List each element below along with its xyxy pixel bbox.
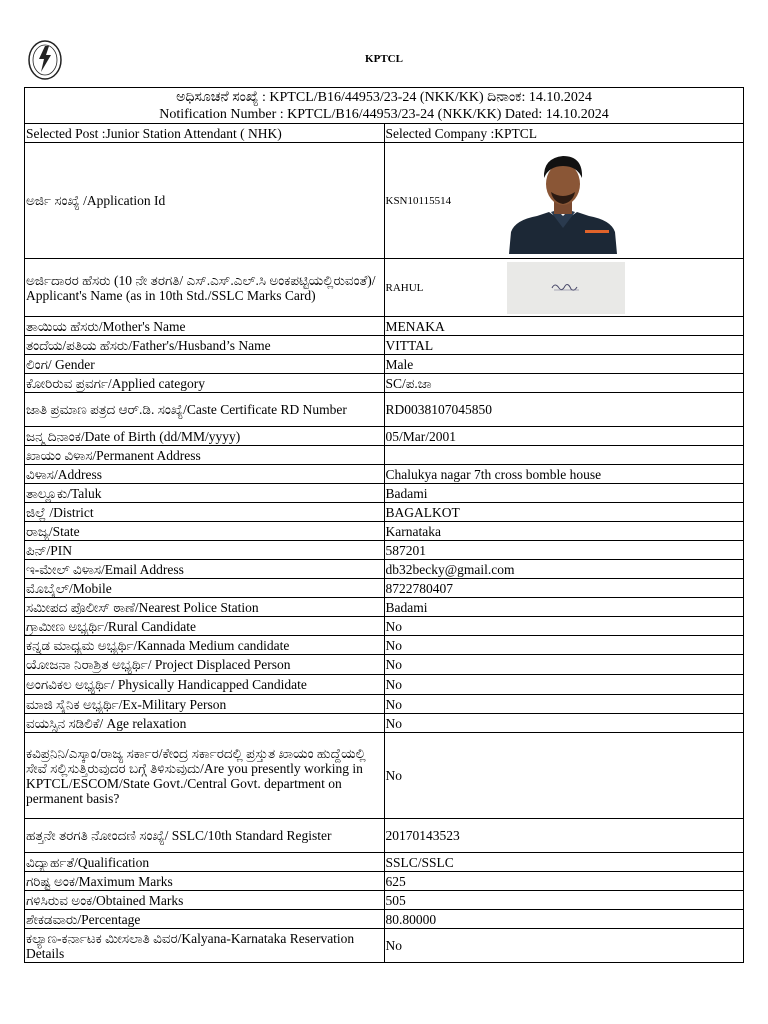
detail-row (25, 872, 744, 891)
field-label: ಮೊಬೈಲ್/Mobile (25, 579, 385, 598)
field-value: Male (384, 355, 744, 374)
field-value: 20170143523 (384, 819, 744, 853)
notification-line-kannada: ಅಧಿಸೂಚನೆ ಸಂಖ್ಯೆ : KPTCL/B16/44953/23-24 (NKK/KK) ದಿನಾಂಕ: 14.10.2024 (176, 89, 592, 105)
field-label: ವಿಳಾಸ/Address (25, 465, 385, 484)
detail-row (25, 355, 744, 374)
field-value (384, 446, 744, 465)
field-value: BAGALKOT (384, 503, 744, 522)
detail-row (25, 336, 744, 355)
detail-row (25, 317, 744, 336)
field-value: 8722780407 (384, 579, 744, 598)
field-label: ಜಾತಿ ಪ್ರಮಾಣ ಪತ್ರದ ಆರ್.ಡಿ. ಸಂಖ್ಯೆ/Caste Certificate RD Number (25, 393, 385, 427)
detail-row (25, 675, 744, 695)
field-label: ರಾಜ್ಯ/State (25, 522, 385, 541)
org-title: KPTCL (365, 53, 403, 65)
detail-row (25, 819, 744, 853)
field-value: db32becky@gmail.com (384, 560, 744, 579)
field-label: ಲಿಂಗ/ Gender (25, 355, 385, 374)
field-value: No (384, 675, 744, 695)
detail-row (25, 929, 744, 963)
field-value: No (384, 617, 744, 636)
field-label: ಮಾಜಿ ಸೈನಿಕ ಅಭ್ಯರ್ಥಿ/Ex-Military Person (25, 695, 385, 714)
field-value: No (384, 695, 744, 714)
field-label: ಖಾಯಂ ವಿಳಾಸ/Permanent Address (25, 446, 385, 465)
detail-row (25, 541, 744, 560)
field-label: ತಂದೆಯ/ಪತಿಯ ಹೆಸರು/Father's/Husband’s Name (25, 336, 385, 355)
field-value: 505 (384, 891, 744, 910)
detail-row (25, 636, 744, 655)
field-value: RD0038107045850 (384, 393, 744, 427)
working-status-label-kannada: ಕವಿಪ್ರನಿನಿ/ಎಸ್ಕಾಂ/ರಾಜ್ಯ ಸರ್ಕಾರ/ಕೇಂದ್ರ ಸರ್ಕಾರದಲ್ಲಿ ಪ್ರಸ್ತುತ ಖಾಯಂ ಹುದ್ದೆಯಲ್ಲಿ ಸೇವೆ ಸಲ್ಲಿಸುತ್ತಿರುವುದರ ಬಗ್ಗೆ ತಿಳಿಸುವುದು/ (26, 745, 366, 776)
field-value: VITTAL (384, 336, 744, 355)
field-value: Chalukya nagar 7th cross bomble house (384, 465, 744, 484)
field-label: ತಾಯಿಯ ಹೆಸರು/Mother's Name (25, 317, 385, 336)
details-rows-part-1 (25, 317, 744, 733)
field-value: Badami (384, 598, 744, 617)
field-label: ಕನ್ನಡ ಮಾಧ್ಯಮ ಅಭ್ಯರ್ಥಿ/Kannada Medium candidate (25, 636, 385, 655)
field-value: 625 (384, 872, 744, 891)
detail-row (25, 446, 744, 465)
detail-row (25, 503, 744, 522)
detail-row (25, 891, 744, 910)
working-status-value: No (384, 733, 744, 819)
application-id-label: ಅರ್ಜಿ ಸಂಖ್ಯೆ /Application Id (25, 143, 385, 259)
field-value: No (384, 636, 744, 655)
field-label: ಯೋಜನಾ ನಿರಾಶ್ರಿತ ಅಭ್ಯರ್ಥಿ/ Project Displaced Person (25, 655, 385, 675)
field-value: 05/Mar/2001 (384, 427, 744, 446)
field-label: ವಿದ್ಯಾರ್ಹತೆ/Qualification (25, 853, 385, 872)
field-label: ಕಲ್ಯಾಣ-ಕರ್ನಾಟಕ ಮೀಸಲಾತಿ ವಿವರ/Kalyana-Karnataka Reservation Details (25, 929, 385, 963)
field-value: Badami (384, 484, 744, 503)
field-label: ಕೋರಿರುವ ಪ್ರವರ್ಗ/Applied category (25, 374, 385, 393)
applicant-signature (507, 262, 625, 314)
field-label: ಗಳಿಸಿರುವ ಅಂಕ/Obtained Marks (25, 891, 385, 910)
detail-row (25, 910, 744, 929)
field-label: ಜಿಲ್ಲೆ /District (25, 503, 385, 522)
details-rows-part-2 (25, 819, 744, 963)
applicant-name-label: ಅರ್ಜಿದಾರರ ಹೆಸರು (10 ನೇ ತರಗತಿ/ ಎಸ್.ಎಸ್.ಎಲ್.ಸಿ ಅಂಕಪಟ್ಟಿಯಲ್ಲಿರುವಂತೆ)/ Applicant's Name (as in 10th Std./SSLC Marks Card) (25, 259, 385, 317)
detail-row (25, 484, 744, 503)
applicant-name-cell (384, 259, 744, 317)
detail-row (25, 579, 744, 598)
field-label: ಅಂಗವಿಕಲ ಅಭ್ಯರ್ಥಿ/ Physically Handicapped Candidate (25, 675, 385, 695)
field-value: 80.80000 (384, 910, 744, 929)
detail-row (25, 655, 744, 675)
selected-company: Selected Company :KPTCL (384, 124, 744, 143)
field-value: SSLC/SSLC (384, 853, 744, 872)
field-label: ಗ್ರಾಮೀಣ ಅಭ್ಯರ್ಥಿ/Rural Candidate (25, 617, 385, 636)
field-value: No (384, 929, 744, 963)
notification-line-english: Notification Number : KPTCL/B16/44953/23-24 (NKK/KK) Dated: 14.10.2024 (159, 106, 609, 122)
field-label: ಜನ್ಮ ದಿನಾಂಕ/Date of Birth (dd/MM/yyyy) (25, 427, 385, 446)
field-label: ತಾಲ್ಲೂಕು/Taluk (25, 484, 385, 503)
notification-cell (25, 88, 744, 124)
application-id-value: KSN10115514 (385, 195, 452, 207)
working-status-label (25, 733, 385, 819)
selected-post: Selected Post :Junior Station Attendant ( NHK) (25, 124, 385, 143)
field-value: No (384, 714, 744, 733)
detail-row (25, 695, 744, 714)
detail-row (25, 465, 744, 484)
field-label: ಶೇಕಡವಾರು/Percentage (25, 910, 385, 929)
field-label: ಹತ್ತನೇ ತರಗತಿ ನೋಂದಣಿ ಸಂಖ್ಯೆ/ SSLC/10th Standard Register (25, 819, 385, 853)
field-value: No (384, 655, 744, 675)
field-value: 587201 (384, 541, 744, 560)
application-details-table (24, 87, 744, 963)
application-id-cell (384, 143, 744, 259)
detail-row (25, 714, 744, 733)
detail-row (25, 598, 744, 617)
field-label: ಇ-ಮೇಲ್ ವಿಳಾಸ/Email Address (25, 560, 385, 579)
field-label: ಪಿನ್/PIN (25, 541, 385, 560)
applicant-photo (507, 152, 619, 254)
detail-row (25, 617, 744, 636)
field-label: ಗರಿಷ್ಟ ಅಂಕ/Maximum Marks (25, 872, 385, 891)
detail-row (25, 522, 744, 541)
field-value: Karnataka (384, 522, 744, 541)
detail-row (25, 427, 744, 446)
detail-row (25, 560, 744, 579)
field-value: MENAKA (384, 317, 744, 336)
detail-row (25, 853, 744, 872)
detail-row (25, 374, 744, 393)
field-value: SC/ಪ.ಜಾ (384, 374, 744, 393)
working-status-label-english: Are you presently working in KPTCL/ESCOM/State Govt./Central Govt. department on permanent basis? (26, 760, 363, 806)
detail-row (25, 393, 744, 427)
field-label: ವಯಸ್ಸಿನ ಸಡಿಲಿಕೆ/ Age relaxation (25, 714, 385, 733)
applicant-name-value: RAHUL (385, 282, 424, 294)
field-label: ಸಮೀಪದ ಪೊಲೀಸ್ ಠಾಣೆ/Nearest Police Station (25, 598, 385, 617)
